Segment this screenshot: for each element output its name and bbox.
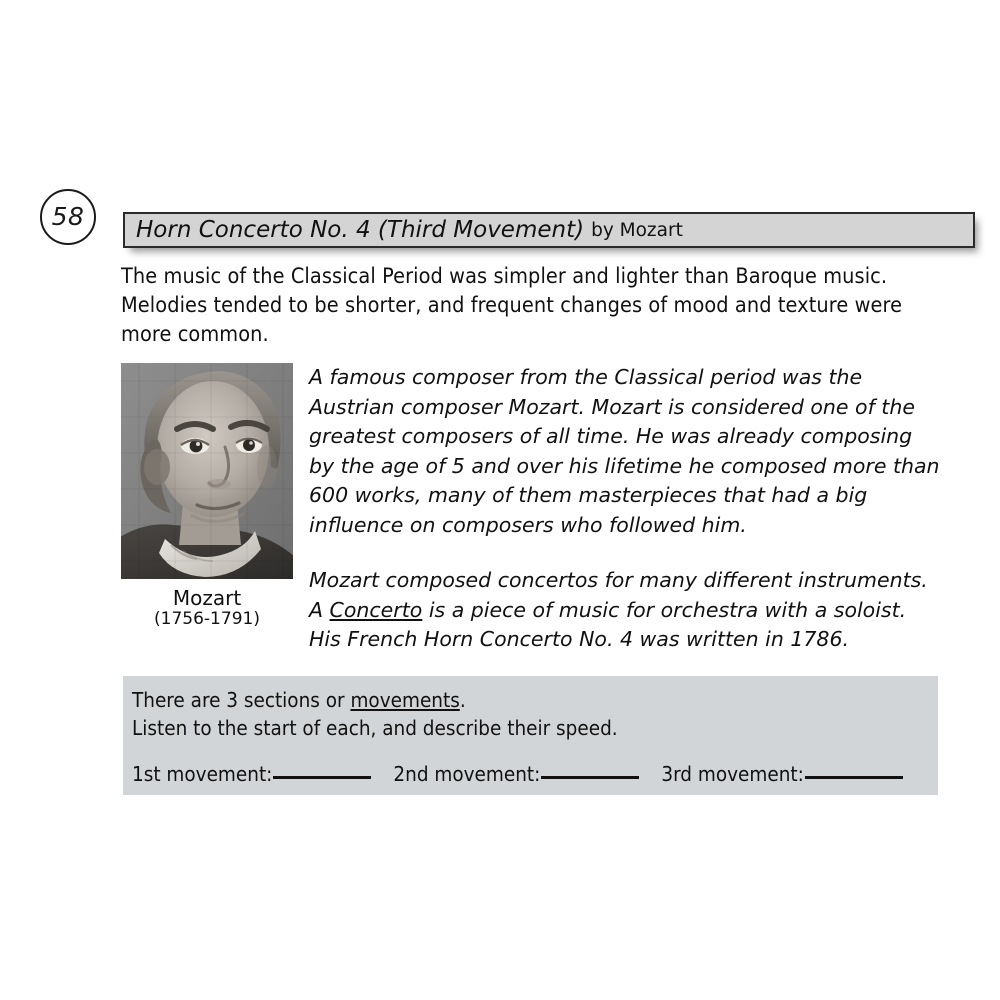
page-number-text: 58 (51, 201, 85, 231)
section-title-composer: by Mozart (591, 219, 683, 241)
body-paragraph-1: A famous composer from the Classical period was the Austrian composer Mozart. Mozart is considered one of the greatest composers of all time. He was already composing by the age of 5 and over his lifetime he composed more than 600 works, many of them masterpieces that had a big influence on composers who followed him. (309, 365, 940, 537)
page-number-badge (40, 189, 96, 245)
portrait-block (121, 363, 293, 629)
movement-answer-2-label: 2nd movement: (393, 762, 541, 786)
intro-paragraph: The music of the Classical Period was simpler and lighter than Baroque music. Melodies tended to be shorter, and frequent changes of mood and texture were more common. (121, 264, 903, 347)
movement-answers-row (132, 761, 938, 787)
body-paragraph-2-part-a: Mozart composed concertos for many different instruments. A (309, 568, 928, 622)
movement-answer-1 (132, 761, 371, 787)
movement-answer-2-input[interactable] (541, 776, 639, 779)
movement-answer-3-label: 3rd movement: (661, 762, 804, 786)
activity-line-2: Listen to the start of each, and describe their speed. (132, 716, 618, 740)
movement-answer-2 (393, 761, 639, 787)
concerto-term: Concerto (329, 597, 423, 622)
portrait-caption-name: Mozart (172, 586, 242, 610)
body-paragraph-2 (309, 566, 941, 655)
activity-line-1 (132, 686, 938, 714)
section-title-bar (123, 212, 975, 248)
movement-answer-3 (661, 761, 902, 787)
movement-answer-1-input[interactable] (273, 776, 371, 779)
movements-term: movements (350, 688, 460, 712)
portrait-caption-dates: (1756-1791) (154, 609, 260, 629)
mozart-portrait-image (121, 363, 293, 579)
activity-box (123, 676, 938, 795)
movement-answer-1-label: 1st movement: (132, 762, 273, 786)
activity-line-1-part-a: There are 3 sections or (132, 688, 351, 712)
movement-answer-3-input[interactable] (805, 776, 903, 779)
body-paragraph-2-part-b: is a piece of music for orchestra with a soloist. His French Horn Concerto No. 4 was written in 1786. (309, 597, 907, 651)
section-title: Horn Concerto No. 4 (Third Movement) (136, 216, 585, 243)
body-text-column (309, 363, 941, 655)
activity-line-1-part-b: . (459, 688, 466, 712)
